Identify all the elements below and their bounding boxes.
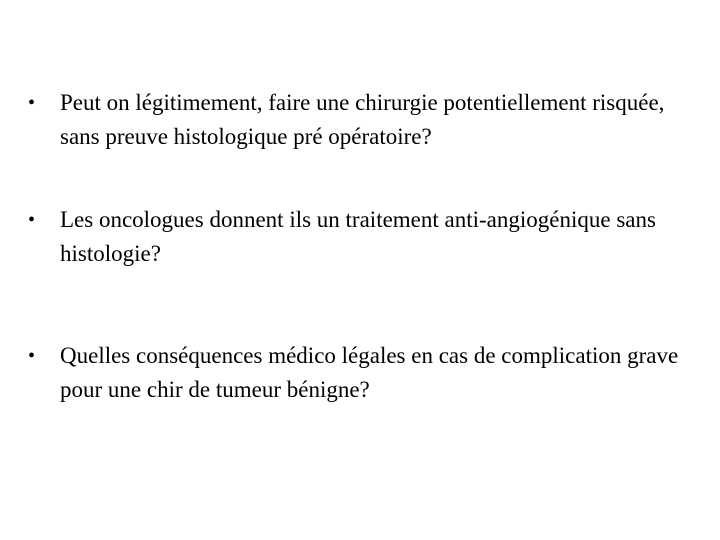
bullet-item-surgery-risk xyxy=(28,86,708,154)
bullet-text: Quelles conséquences médico légales en cas de complication grave pour une chir de tumeur bénigne? xyxy=(60,343,679,402)
bullet-text: Les oncologues donnent ils un traitement anti-angiogénique sans histologie? xyxy=(60,207,656,266)
bullet-text: Peut on légitimement, faire une chirurgie potentiellement risquée, sans preuve histologique pré opératoire? xyxy=(60,90,665,149)
bullet-item-anti-angiogenic xyxy=(28,203,708,271)
bullet-marker: • xyxy=(28,209,36,231)
bullet-marker: • xyxy=(28,345,36,367)
bullet-marker: • xyxy=(28,92,36,114)
bullet-item-legal-consequences xyxy=(28,339,708,407)
